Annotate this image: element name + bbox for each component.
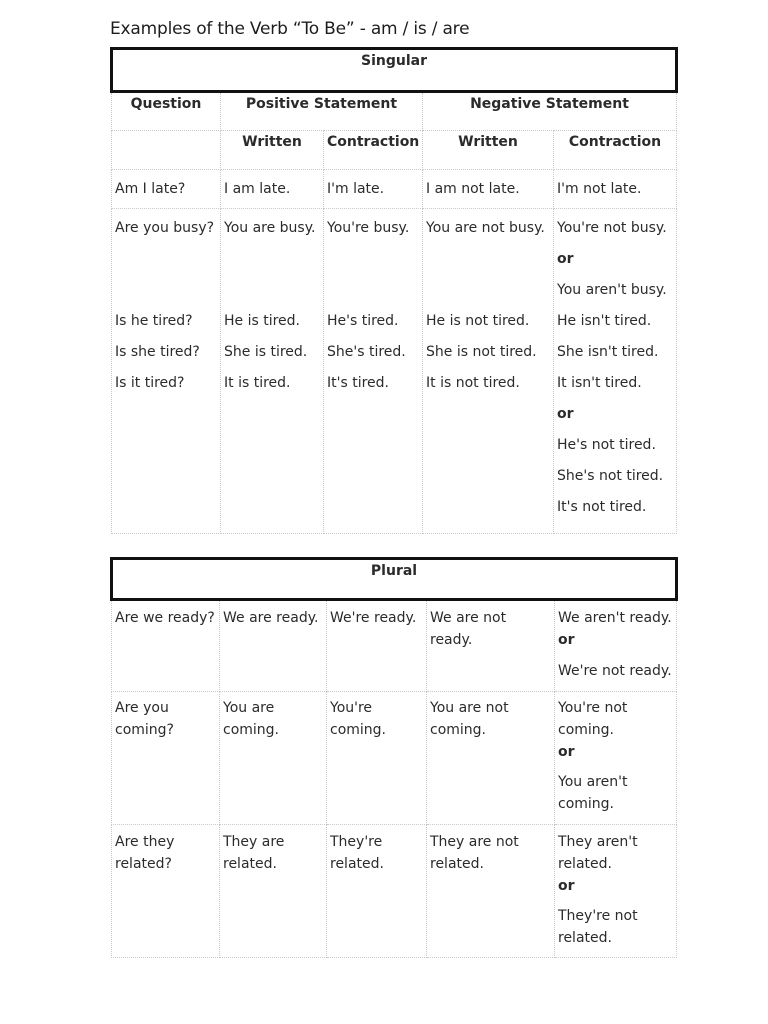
table-row (112, 170, 677, 209)
negative-contraction-line: He's not tired. (557, 437, 656, 453)
positive-statement-header: Positive Statement (221, 92, 423, 131)
question-line: Is she tired? (115, 344, 200, 360)
table-row (112, 825, 677, 958)
negative-written-cell: We are not ready. (427, 600, 555, 692)
question-cell: Are they related? (112, 825, 220, 958)
positive-contraction-cell (324, 209, 423, 534)
negative-line: He is not tired. (426, 313, 530, 329)
negative-contraction-line: It's not tired. (557, 499, 647, 515)
question-line: Is he tired? (115, 313, 193, 329)
singular-table (110, 47, 678, 534)
negative-contraction-line: They're not related. (558, 908, 638, 946)
negative-written-cell (423, 209, 554, 534)
question-line: Is it tired? (115, 375, 185, 391)
negative-contraction-line: She isn't tired. (557, 344, 659, 360)
negative-written-subheader: Written (423, 131, 554, 170)
negative-line: It is not tired. (426, 375, 520, 391)
positive-contraction-subheader: Contraction (324, 131, 423, 170)
plural-header: Plural (112, 559, 677, 600)
negative-contraction-line: You're not busy. (557, 220, 667, 236)
positive-contraction-cell: They're related. (327, 825, 427, 958)
negative-statement-header: Negative Statement (423, 92, 677, 131)
negative-written-cell: They are not related. (427, 825, 555, 958)
positive-contraction-cell: You're coming. (327, 692, 427, 825)
question-header: Question (112, 92, 221, 131)
negative-contraction-line: We're not ready. (558, 663, 672, 679)
negative-contraction-line: He isn't tired. (557, 313, 652, 329)
positive-line: It is tired. (224, 375, 291, 391)
positive-written-cell: They are related. (220, 825, 327, 958)
positive-contraction-cell: We're ready. (327, 600, 427, 692)
negative-contraction-line: It isn't tired. (557, 375, 642, 391)
or-label: or (557, 251, 574, 267)
positive-written-cell: You are coming. (220, 692, 327, 825)
negative-contraction-line: They aren't related. (558, 834, 638, 872)
table-row (112, 209, 677, 534)
negative-contraction-line: You aren't coming. (558, 774, 628, 812)
table-row (112, 692, 677, 825)
negative-contraction-cell (554, 209, 677, 534)
or-label: or (558, 878, 575, 894)
contraction-line: You're busy. (327, 220, 410, 236)
positive-written-subheader: Written (221, 131, 324, 170)
negative-contraction-line: We aren't ready. (558, 610, 672, 626)
contraction-line: She's tired. (327, 344, 406, 360)
question-cell: Are you coming? (112, 692, 220, 825)
or-label: or (558, 632, 575, 648)
negative-contraction-cell: I'm not late. (554, 170, 677, 209)
negative-contraction-line: You aren't busy. (557, 282, 667, 298)
positive-written-cell: I am late. (221, 170, 324, 209)
question-cell (112, 209, 221, 534)
negative-contraction-cell (555, 825, 677, 958)
question-cell: Am I late? (112, 170, 221, 209)
negative-contraction-cell (555, 692, 677, 825)
negative-contraction-subheader: Contraction (554, 131, 677, 170)
negative-contraction-cell (555, 600, 677, 692)
contraction-line: He's tired. (327, 313, 399, 329)
positive-written-cell (221, 209, 324, 534)
negative-written-cell: You are not coming. (427, 692, 555, 825)
question-line: Are you busy? (115, 220, 215, 236)
contraction-line: It's tired. (327, 375, 389, 391)
empty-subheader-cell (112, 131, 221, 170)
or-label: or (558, 744, 575, 760)
or-label: or (557, 406, 574, 422)
negative-line: She is not tired. (426, 344, 537, 360)
positive-line: You are busy. (224, 220, 316, 236)
negative-line: You are not busy. (426, 220, 545, 236)
negative-contraction-line: You're not coming. (558, 700, 628, 738)
positive-written-cell: We are ready. (220, 600, 327, 692)
negative-written-cell: I am not late. (423, 170, 554, 209)
positive-line: He is tired. (224, 313, 301, 329)
negative-contraction-line: She's not tired. (557, 468, 664, 484)
positive-line: She is tired. (224, 344, 308, 360)
singular-header: Singular (112, 49, 677, 92)
table-row (112, 600, 677, 692)
question-cell: Are we ready? (112, 600, 220, 692)
positive-contraction-cell: I'm late. (324, 170, 423, 209)
plural-table (110, 557, 678, 958)
page-title: Examples of the Verb “To Be” - am / is / are (110, 19, 470, 39)
